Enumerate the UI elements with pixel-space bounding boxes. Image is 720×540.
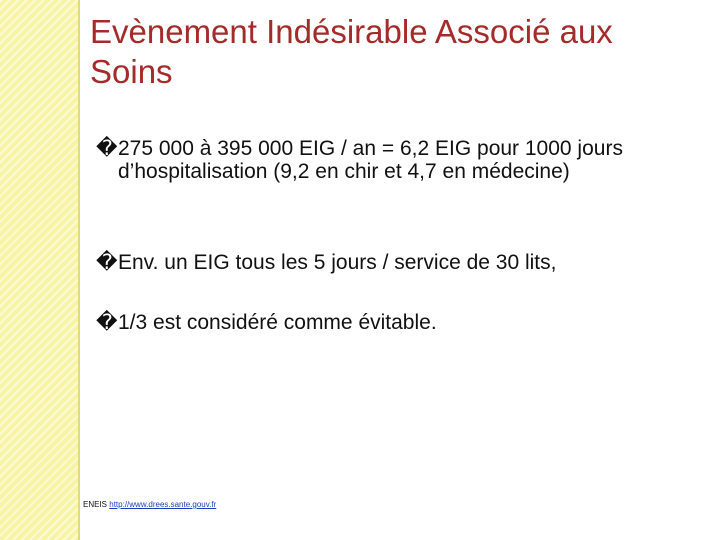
bullet-item <box>96 311 696 334</box>
bullet-text: 275 000 à 395 000 EIG / an = 6,2 EIG pour 1000 jours d’hospitalisation (9,2 en chir et 4,7 en médecine) <box>118 137 623 183</box>
source-link[interactable]: http://www.drees.sante.gouv.fr <box>109 500 217 509</box>
bullet-icon: � <box>96 251 118 274</box>
source-footer <box>83 500 216 509</box>
slide-title: Evènement Indésirable Associé aux Soins <box>90 13 613 90</box>
side-band-divider <box>78 0 80 540</box>
bullet-text: Env. un EIG tous les 5 jours / service de 30 lits, <box>118 251 557 274</box>
source-label: ENEIS <box>83 500 108 509</box>
bullet-item <box>96 137 696 183</box>
bullet-icon: � <box>96 137 118 160</box>
bullet-icon: � <box>96 311 118 334</box>
bullet-item <box>96 251 696 274</box>
decorative-side-band <box>0 0 78 540</box>
bullet-text: 1/3 est considéré comme évitable. <box>118 311 437 334</box>
